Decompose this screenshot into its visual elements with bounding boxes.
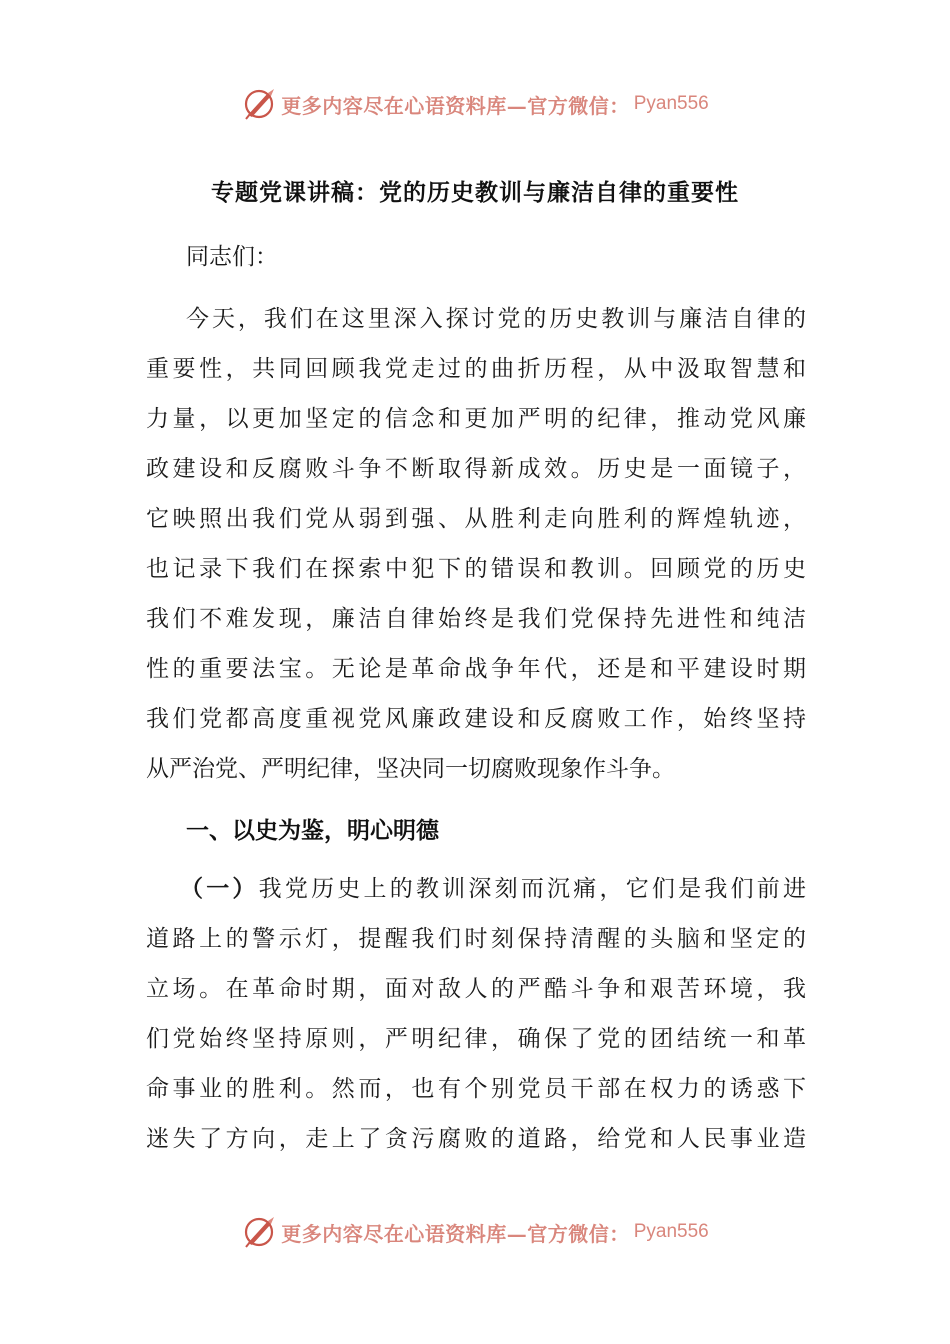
banner-text: 更多内容尽在心语资料库—官方微信：: [281, 93, 630, 118]
paragraph-line: 命事业的胜利。然而，也有个别党员干部在权力的诱惑下: [146, 1076, 806, 1102]
document-title: 专题党课讲稿：党的历史教训与廉洁自律的重要性: [211, 180, 739, 206]
paragraph-line: 也记录下我们在探索中犯下的错误和教训。回顾党的历史: [146, 556, 806, 582]
paragraph-line: 它映照出我们党从弱到强、从胜利走向胜利的辉煌轨迹，: [146, 506, 806, 532]
paragraph-line: 今天，我们在这里深入探讨党的历史教训与廉洁自律的: [186, 306, 806, 332]
banner-wechat-id: Pyan556: [633, 1221, 709, 1242]
footer-banner: [0, 1212, 950, 1252]
subsection-text: 我党历史上的教训深刻而沉痛，它们是我们前进: [258, 876, 807, 902]
paragraph-line: 立场。在革命时期，面对敌人的严酷斗争和艰苦环境，我: [146, 976, 806, 1002]
salutation: 同志们：: [186, 244, 278, 270]
paragraph-line: 迷失了方向，走上了贪污腐败的道路，给党和人民事业造: [146, 1126, 806, 1152]
subsection-label: （一）: [180, 876, 259, 902]
paragraph-line: 从严治党、严明纪律，坚决同一切腐败现象作斗争。: [146, 756, 675, 782]
paragraph-line: 重要性，共同回顾我党走过的曲折历程，从中汲取智慧和: [146, 356, 806, 382]
subsection-first-line: [146, 864, 806, 914]
paragraph-line: 我们不难发现，廉洁自律始终是我们党保持先进性和纯洁: [146, 606, 806, 632]
paragraph-line: 我们党都高度重视党风廉政建设和反腐败工作，始终坚持: [146, 706, 806, 732]
paragraph-line: 道路上的警示灯，提醒我们时刻保持清醒的头脑和坚定的: [146, 926, 806, 952]
banner-wechat-id: Pyan556: [633, 93, 709, 114]
document-body: [146, 232, 806, 1164]
paragraph-line: 力量，以更加坚定的信念和更加严明的纪律，推动党风廉: [146, 406, 806, 432]
paragraph-line: 们党始终坚持原则，严明纪律，确保了党的团结统一和革: [146, 1026, 806, 1052]
header-banner: [0, 84, 950, 124]
section-heading: 一、以史为鉴，明心明德: [186, 818, 439, 844]
quill-logo-icon: [241, 86, 277, 122]
paragraph-line: 性的重要法宝。无论是革命战争年代，还是和平建设时期: [146, 656, 806, 682]
banner-text: 更多内容尽在心语资料库—官方微信：: [281, 1221, 630, 1246]
quill-logo-icon: [241, 1214, 277, 1250]
paragraph-line: 政建设和反腐败斗争不断取得新成效。历史是一面镜子，: [146, 456, 806, 482]
